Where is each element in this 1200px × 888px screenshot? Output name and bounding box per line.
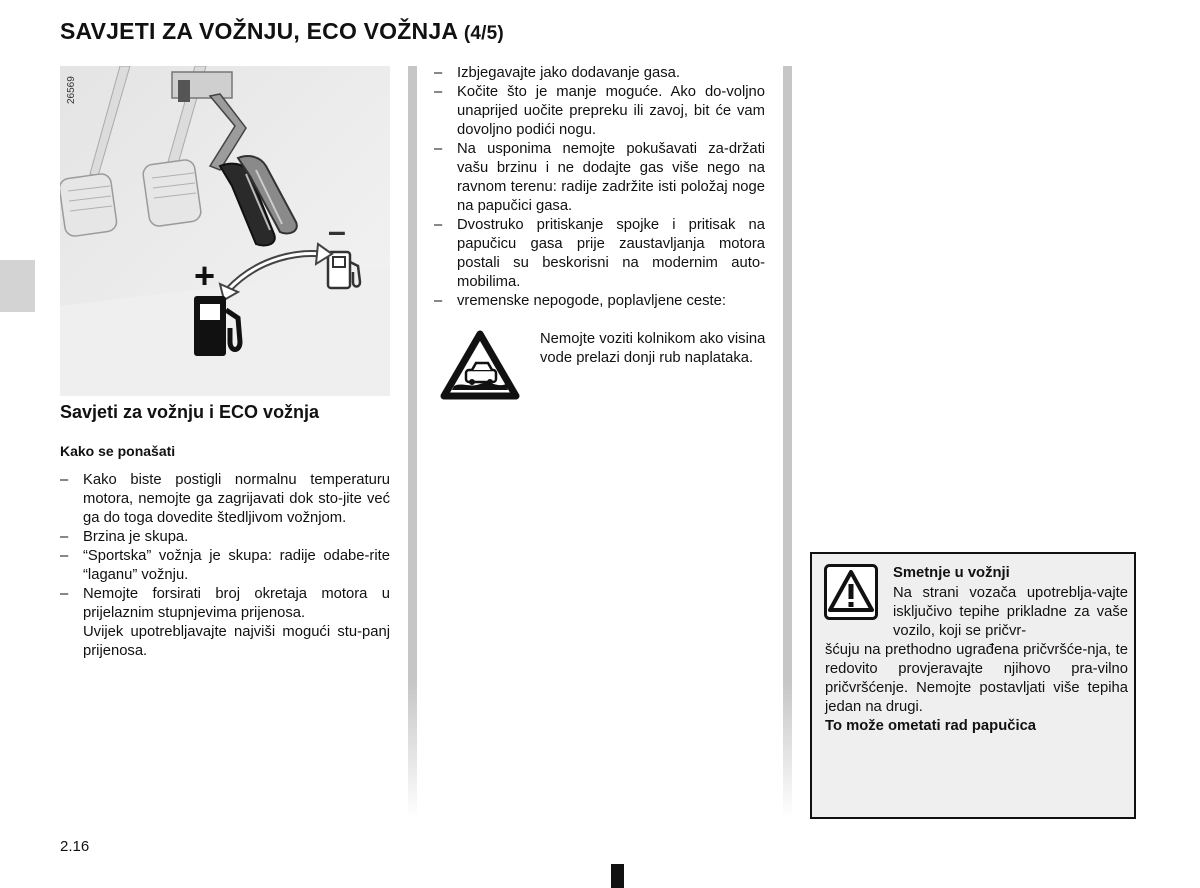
list-item-text: Na usponima nemojte pokušavati za-držati vašu brzinu i ne dodajte gas više nego na ravnom terenu: radije zadržite isti položaj noge na papučici gasa. <box>457 141 765 214</box>
list-item <box>434 83 765 140</box>
minus-sign: – <box>328 213 346 249</box>
warning-text <box>825 584 1128 736</box>
page-title <box>60 18 504 45</box>
list-item-text: vremenske nepogode, poplavljene ceste: <box>457 293 726 309</box>
list-item-text: Kočite što je manje moguće. Ako do-voljno unaprijed uočite prepreku ili zavoj, bit će vam dovoljno podići nogu. <box>457 84 765 138</box>
column-separator-right <box>783 66 792 818</box>
list-item-text: “Sportska” vožnja je skupa: radije odabe-rite “laganu” vožnju. <box>83 548 390 583</box>
list-item <box>434 64 765 83</box>
plus-sign: + <box>194 255 216 296</box>
flooded-road-warning-icon <box>440 330 520 400</box>
left-tips-list <box>60 471 390 661</box>
list-item-text: Izbjegavajte jako dodavanje gasa. <box>457 65 680 81</box>
list-item-text: Dvostruko pritiskanje spojke i pritisak na papučicu gasa prije zaustavljanja motora postali su beskorisni na modernim auto-mobilima. <box>457 217 765 290</box>
section-subheading: Savjeti za vožnju i ECO vožnja <box>60 402 320 422</box>
pedals-drawing <box>60 66 390 396</box>
list-item-continuation: Uvijek upotrebljavajte najviši mogući stu-panj prijenosa. <box>83 624 390 659</box>
list-item <box>434 292 765 311</box>
list-item <box>60 547 390 585</box>
behaviour-heading: Kako se ponašati <box>60 443 176 459</box>
warning-bold-note: To može ometati rad papučica <box>825 718 1037 734</box>
page-part-indicator: (4/5) <box>463 23 504 44</box>
list-item-text: Nemojte forsirati broj okretaja motora u prijelaznim stupnjevima prijenosa. <box>83 586 390 621</box>
page-edge-marker <box>611 864 624 888</box>
warning-text-rest: šćuju na prethodno ugrađena pričvršće-nja, te redovito provjeravajte njihovo pra-vilno pričvršćenje. Nemojte postavljati više tepiha jedan na drugi. <box>825 642 1128 715</box>
right-tips-list <box>434 64 765 311</box>
flood-note: Nemojte voziti kolnikom ako visina vode prelazi donji rub naplataka. <box>540 331 766 366</box>
list-item <box>434 140 765 216</box>
list-item <box>60 471 390 528</box>
figure-number: 26569 <box>66 76 77 104</box>
warning-title: Smetnje u vožnji <box>893 565 1010 581</box>
list-item-text: Kako biste postigli normalnu temperaturu motora, nemojte ga zagrijavati dok sto-jite već ga do toga dovedite štedljivom vožnjom. <box>83 472 390 526</box>
warning-box <box>810 552 1136 819</box>
column-separator-left <box>408 66 417 818</box>
page-number: 2.16 <box>60 838 90 855</box>
warning-text-first: Na strani vozača upotreblja-vajte isključivo tepihe prikladne za vaše vozilo, koji se pričvr- <box>893 585 1128 639</box>
list-item-text: Brzina je skupa. <box>83 529 189 545</box>
pedals-illustration <box>60 66 390 396</box>
page-title-text: SAVJETI ZA VOŽNJU, ECO VOŽNJA <box>60 18 458 44</box>
list-item <box>434 216 765 292</box>
list-item <box>60 528 390 547</box>
chapter-tab-marker <box>0 260 35 312</box>
list-item <box>60 585 390 661</box>
